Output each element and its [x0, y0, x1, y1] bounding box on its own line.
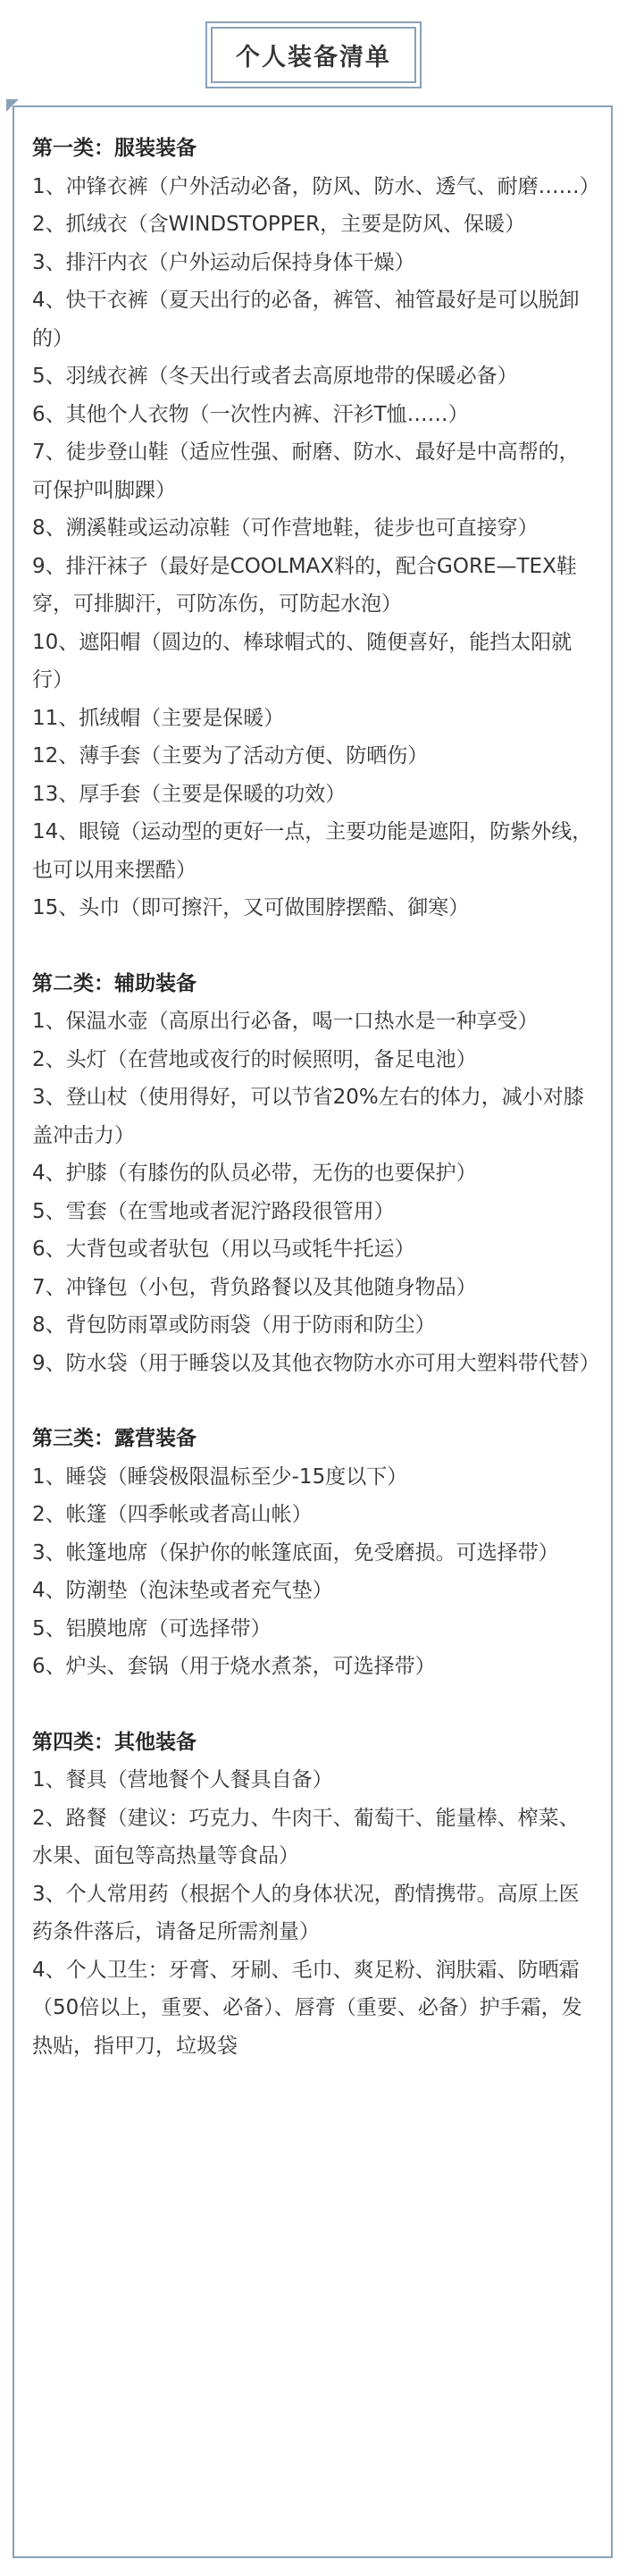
section-title: 第一类：服装装备 [32, 137, 196, 160]
item-list [32, 1003, 600, 1382]
list-item: 6、大背包或者驮包（用以马或牦牛托运） [32, 1238, 415, 1261]
section-title: 第三类：露营装备 [32, 1427, 196, 1450]
equipment-list [32, 130, 600, 2065]
list-item: 9、排汗袜子（最好是COOLMAX料的，配合GORE—TEX鞋穿，可排脚汗，可防冻伤，可防起水泡） [32, 554, 577, 616]
list-item: 8、背包防雨罩或防雨袋（用于防雨和防尘） [32, 1313, 436, 1337]
list-item: 15、头巾（即可擦汗，又可做围脖摆酷、御寒） [32, 896, 470, 919]
list-item: 3、个人常用药（根据个人的身体状况，酌情携带。高原上医药条件落后，请备足所需剂量） [32, 1882, 580, 1943]
list-item: 6、其他个人衣物（一次性内裤、汗衫T恤……） [32, 402, 469, 426]
section-auxiliary [32, 965, 600, 1383]
list-item: 3、排汗内衣（户外运动后保持身体干燥） [32, 250, 415, 274]
list-item: 10、遮阳帽（圆边的、棒球帽式的、随便喜好，能挡太阳就行） [32, 630, 573, 692]
list-item: 4、个人卫生：牙膏、牙刷、毛巾、爽足粉、润肤霜、防晒霜（50倍以上，重要、必备）、唇膏（重要、必备）护手霜，发热贴，指甲刀，垃圾袋 [32, 1958, 582, 2058]
section-other [32, 1724, 593, 2066]
list-item: 3、帐篷地席（保护你的帐篷底面，免受磨损。可选择带） [32, 1540, 559, 1565]
list-item: 2、头灯（在营地或夜行的时候照明，备足电池） [32, 1047, 477, 1071]
list-item: 4、防潮垫（泡沫垫或者充气垫） [32, 1579, 333, 1602]
list-item: 2、帐篷（四季帐或者高山帐） [32, 1503, 313, 1526]
section-camping [32, 1420, 593, 1686]
item-list [32, 1761, 593, 2065]
list-item: 13、厚手套（主要是保暖的功效） [32, 782, 347, 806]
list-item: 8、溯溪鞋或运动凉鞋（可作营地鞋，徒步也可直接穿） [32, 516, 539, 540]
list-item: 2、抓绒衣（含WINDSTOPPER，主要是防风、保暖） [32, 213, 526, 236]
list-item: 4、快干衣裤（夏天出行的必备，裤管、袖管最好是可以脱卸的） [32, 289, 580, 350]
section-title: 第四类：其他装备 [32, 1730, 196, 1754]
list-item: 12、薄手套（主要为了活动方便、防晒伤） [32, 744, 429, 768]
list-item: 5、羽绒衣裤（冬天出行或者去高原地带的保暖必备） [32, 365, 518, 388]
list-item: 4、护膝（有膝伤的队员必带，无伤的也要保护） [32, 1162, 477, 1185]
list-item: 1、冲锋衣裤（户外活动必备，防风、防水、透气、耐磨……） [32, 174, 600, 198]
list-item: 1、保温水壶（高原出行必备，喝一口热水是一种享受） [32, 1010, 539, 1033]
list-item: 5、铝膜地席（可选择带） [32, 1616, 272, 1640]
list-item: 11、抓绒帽（主要是保暖） [32, 706, 285, 730]
section-title: 第二类：辅助装备 [32, 971, 196, 995]
item-list [32, 168, 600, 927]
list-item: 2、路餐（建议：巧克力、牛肉干、葡萄干、能量棒、榨菜、水果、面包等高热量等食品） [32, 1806, 580, 1867]
page-title: 个人装备清单 [211, 27, 416, 83]
list-item: 9、防水袋（用于睡袋以及其他衣物防水亦可用大塑料带代替） [32, 1351, 600, 1375]
section-clothing [32, 130, 600, 927]
list-item: 6、炉头、套锅（用于烧水煮茶，可选择带） [32, 1655, 436, 1678]
item-list [32, 1458, 593, 1686]
list-item: 7、冲锋包（小包，背负路餐以及其他随身物品） [32, 1275, 477, 1299]
list-item: 5、雪套（在雪地或者泥泞路段很管用） [32, 1199, 395, 1223]
list-item: 3、登山杖（使用得好，可以节省20%左右的体力，减小对膝盖冲击力） [32, 1086, 584, 1147]
title-outer-border [205, 21, 422, 88]
list-item: 1、睡袋（睡袋极限温标至少-15度以下） [32, 1464, 408, 1489]
list-item: 14、眼镜（运动型的更好一点，主要功能是遮阳，防紫外线，也可以用来摆酷） [32, 820, 593, 882]
list-item: 1、餐具（营地餐个人餐具自备） [32, 1768, 333, 1791]
list-item: 7、徒步登山鞋（适应性强、耐磨、防水、最好是中高帮的，可保护叫脚踝） [32, 441, 580, 502]
title-banner [0, 21, 627, 88]
